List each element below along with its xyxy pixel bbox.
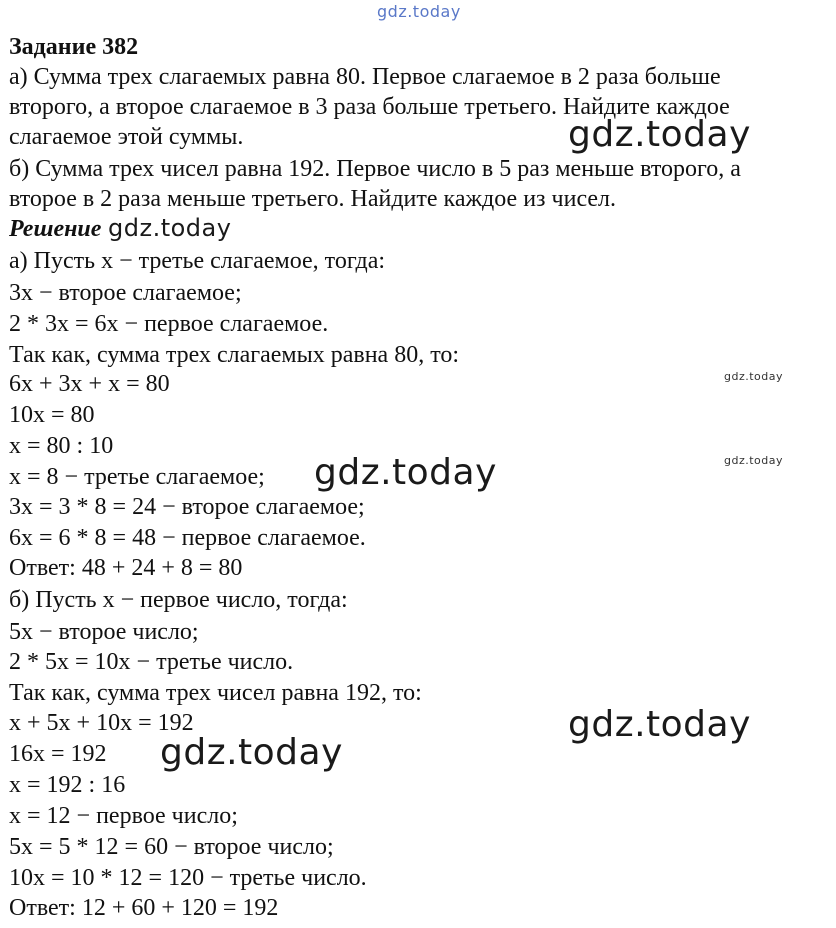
solution-heading: Решение: [9, 216, 102, 242]
solution-line-a: Так как, сумма трех слагаемых равна 80, то:: [9, 342, 460, 368]
solution-line-a: 10x = 80: [9, 402, 95, 428]
watermark: gdz.today: [314, 452, 497, 493]
solution-line-a: 3x = 3 * 8 = 24 − второе слагаемое;: [9, 494, 365, 520]
solution-line-a: 3x − второе слагаемое;: [9, 280, 242, 306]
watermark: gdz.today: [568, 114, 751, 155]
task-line: б) Сумма трех чисел равна 192. Первое число в 5 раз меньше второго, а: [9, 156, 741, 182]
solution-line-a: 6x + 3x + x = 80: [9, 371, 170, 397]
watermark: gdz.today: [724, 454, 784, 467]
task-line: слагаемое этой суммы.: [9, 124, 244, 150]
solution-line-b: 2 * 5x = 10x − третье число.: [9, 649, 294, 675]
solution-line-b: 16x = 192: [9, 741, 107, 767]
solution-line-b: 5x − второе число;: [9, 619, 199, 645]
solution-line-a: x = 80 : 10: [9, 433, 114, 459]
solution-line-b: x + 5x + 10x = 192: [9, 710, 194, 736]
solution-line-a: 6x = 6 * 8 = 48 − первое слагаемое.: [9, 525, 366, 551]
solution-line-b: x = 192 : 16: [9, 772, 126, 798]
answer-a: Ответ: 48 + 24 + 8 = 80: [9, 555, 243, 581]
watermark: gdz.today: [160, 732, 343, 773]
solution-line-b: 10x = 10 * 12 = 120 − третье число.: [9, 865, 367, 891]
watermark: gdz.today: [568, 704, 751, 745]
solution-line-b: x = 12 − первое число;: [9, 803, 238, 829]
watermark: gdz.today: [108, 214, 232, 242]
watermark-top: gdz.today: [377, 2, 461, 21]
answer-b: Ответ: 12 + 60 + 120 = 192: [9, 895, 279, 921]
task-line: второе в 2 раза меньше третьего. Найдите каждое из чисел.: [9, 186, 617, 212]
solution-line-b: Так как, сумма трех чисел равна 192, то:: [9, 680, 422, 706]
solution-line-b: 5x = 5 * 12 = 60 − второе число;: [9, 834, 334, 860]
solution-line-a: 2 * 3x = 6x − первое слагаемое.: [9, 311, 329, 337]
task-line: второго, а второе слагаемое в 3 раза больше третьего. Найдите каждое: [9, 94, 730, 120]
solution-line-a: x = 8 − третье слагаемое;: [9, 464, 265, 490]
task-title: Задание 382: [9, 34, 139, 60]
solution-line-b: б) Пусть x − первое число, тогда:: [9, 587, 348, 613]
solution-line-a: а) Пусть x − третье слагаемое, тогда:: [9, 248, 386, 274]
task-line: а) Сумма трех слагаемых равна 80. Первое слагаемое в 2 раза больше: [9, 64, 721, 90]
watermark: gdz.today: [724, 370, 784, 383]
